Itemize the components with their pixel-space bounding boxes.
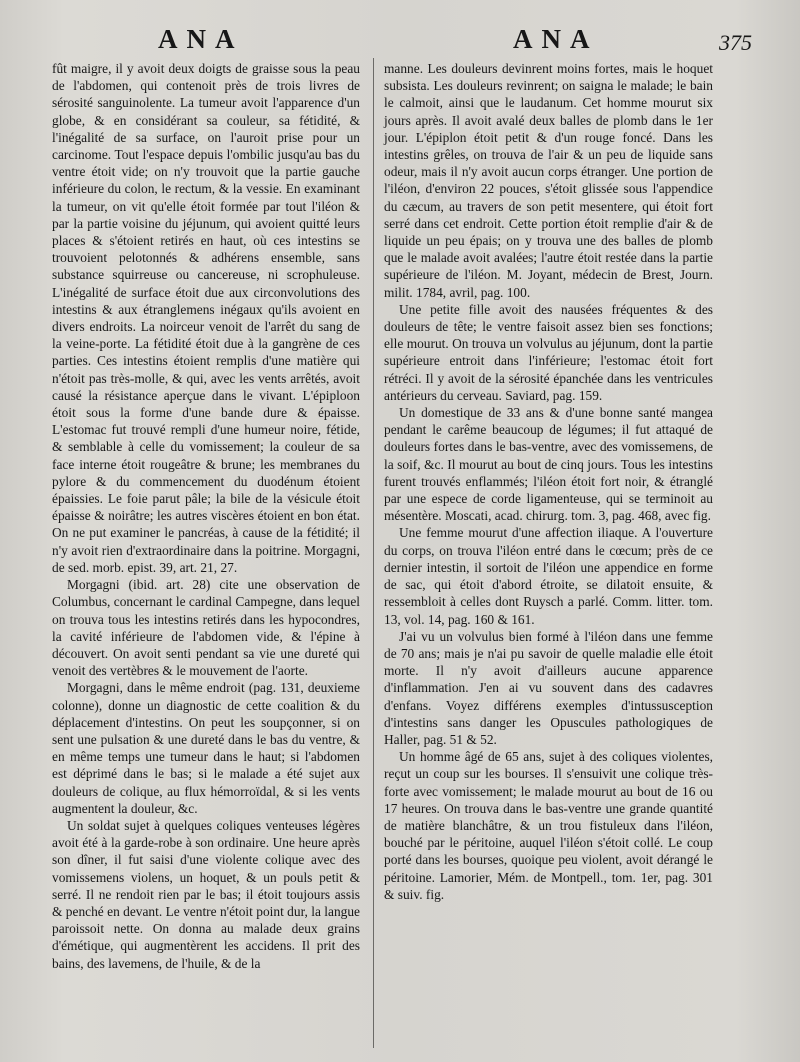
left-column <box>52 60 360 972</box>
column-divider <box>373 58 374 1048</box>
paragraph: Un domestique de 33 ans & d'une bonne santé mangea pendant le carême beaucoup de légumes; il fut attaqué de douleurs fortes dans le bas-ventre, avec des vomissemens, de la soif, &c. Il mourut au bout de cinq jours. Tous les intestins furent trouvés enflammés; l'iléon étoit fort noir, & étranglé par une espece de corde ligamenteuse, qui se terminoit au mésentère. Moscati, acad. chirurg. tom. 3, pag. 468, avec fig. <box>384 405 713 524</box>
paragraph: manne. Les douleurs devinrent moins fortes, mais le hoquet subsista. Les douleurs revinrent; on saigna le malade; le bain le calmoit, ainsi que le laudanum. Cet homme mourut six jours après. Il avoit avalé deux balles de plomb dans le 1er jour. L'épiplon étoit petit & d'un rouge foncé. Dans les intestins grêles, on trouva de l'air & un peu de liquide sans odeur, mais il n'y avoit aucun corps étranger. Une portion de l'iléon, d'environ 22 pouces, s'étoit glissée sous l'appendice du cæcum, au travers de son petit mesentere, qui étoit fort serré dans cet endroit. Cette portion étoit remplie d'air & de liquide un peu épais; on y trouva une des balles de plomb que le malade avoit avalées; l'autre étoit restée dans la partie supérieure de l'iléon. M. Joyant, médecin de Brest, Journ. milit. 1784, avril, pag. 100. <box>384 61 713 300</box>
paragraph: Un soldat sujet à quelques coliques venteuses légères avoit été à la garde-robe à son ordinaire. Une heure après son dîner, il fut saisi d'une violente colique avec des vomissemens violens, un hoquet, & un pouls petit & serré. Il ne rendoit rien par le bas; il étoit toujours assis & penché en devant. Le ventre n'étoit point dur, la langue paroissoit nette. On donna au malade deux grains d'émétique, qui augmentèrent les accidens. Il prit des bains, des lavemens, de l'huile, & de la <box>52 817 360 971</box>
paragraph: Morgagni, dans le même endroit (pag. 131, deuxieme colonne), donne un diagnostic de cette coalition & du déplacement d'intestins. On peut les soupçonner, si on sent une pulsation & une dureté dans le bas du ventre, & en même temps une tumeur dans le haut; si l'abdomen est déprimé dans le bas; si le malade a été sujet aux douleurs de colique, au flux hémorroïdal, & si les vents augmentent la douleur, &c. <box>52 680 360 816</box>
right-column <box>384 60 713 903</box>
paragraph: Une femme mourut d'une affection iliaque. A l'ouverture du corps, on trouva l'iléon entré dans le cœcum; près de ce dernier intestin, il sortoit de l'iléon une appendice en forme de sac, qui étoit d'abord étroite, se dilatoit ensuite, & ressembloit à celles dont Ruysch a parlé. Comm. litter. tom. 13, vol. 14, pag. 160 & 161. <box>384 525 713 627</box>
paragraph: Une petite fille avoit des nausées fréquentes & des douleurs de tête; le ventre faisoit assez bien ses fonctions; elle mourut. On trouva un volvulus au jéjunum, dont la partie supérieure entroit dans l'inférieure; l'estomac étoit fort rétréci. Il y avoit de la sérosité épanchée dans les ventricules antérieurs du cerveau. Saviard, pag. 159. <box>384 301 713 403</box>
paragraph: Un homme âgé de 65 ans, sujet à des coliques violentes, reçut un coup sur les bourses. Il s'ensuivit une colique très-forte avec vomissement; le malade mourut au bout de 16 ou 17 heures. On trouva dans le bas-ventre une grande quantité de matière blanchâtre, & un trou fistuleux dans l'iléon, bouché par le péritoine, auquel l'iléon s'étoit collé. Le coup porté dans les bourses, quoique peu violent, avoit dérangé le péritoine. Lamorier, Mém. de Montpell., tom. 1er, pag. 301 & suiv. fig. <box>384 749 713 902</box>
running-head-right: ANA <box>513 24 599 54</box>
paragraph: fût maigre, il y avoit deux doigts de graisse sous la peau de l'abdomen, qui contenoit près de trois livres de sérosité sanguinolente. La tumeur avoit l'apparence d'un globe, & en considérant sa couleur, sa fétidité, & l'inégalité de sa surface, on l'auroit prise pour un carcinome. Tout l'espace depuis l'ombilic jusqu'au bas du ventre étoit vide; on n'y trouvoit que la partie gauche inférieure du colon, le rectum, & la vessie. En examinant la tumeur, on vit qu'elle étoit formée par tout l'iléon & par la partie voisine du jéjunum, qui avoient quitté leurs places & s'étoient retirés en haut, où ces intestins se trouvoient pelotonnés & adhérens ensemble, sans substance squirreuse ou cancereuse, ni scrophuleuse. L'inégalité de surface étoit due aux circonvolutions des intestins & aux étranglemens inégaux qu'ils avoient en divers endroits. La noirceur venoit de l'arrêt du sang de la veine-porte. La fétidité étoit due à la gangrène de ces parties. Ces intestins étoient remplis d'une matière qui n'étoit pas très-molle, & qui, avec les vents arrêtés, avoit causé la résistance aperçue dans le vivant. L'épiploon étoit sous la forme d'une bande dure & épaisse. L'estomac fut trouvé rempli d'une humeur noire, fétide, & semblable à celle du vomissement; la couleur de sa face interne étoit rougeâtre & brune; les membranes du pylore & du commencement du duodénum étoient épaissies. Le foie parut pâle; la bile de la vésicule étoit épaisse & noirâtre; les autres viscères étoient en bon état. On ne put examiner le pancréas, à cause de la fétidité; il n'y avoit rien d'extraordinaire dans la poitrine. Morgagni, de sed. morb. epist. 39, art. 21, 27. <box>52 61 360 575</box>
paragraph: Morgagni (ibid. art. 28) cite une observation de Columbus, concernant le cardinal Campegne, dans lequel on trouva tous les intestins retirés dans les hypocondres, la cavité inférieure de l'abdomen vide, & l'épine à découvert. On avoit senti pendant sa vie une dureté qui venoit des vertèbres & le mouvement de l'aorte. <box>52 577 360 679</box>
page-number: 375 <box>719 30 752 55</box>
paragraph: J'ai vu un volvulus bien formé à l'iléon dans une femme de 70 ans; mais je n'ai pu savoir de quelle maladie elle étoit morte. Il n'y avoit d'ailleurs aucune apparence d'inflammation. J'en ai vu souvent dans des cadavres d'enfans. Voyez différens exemples d'intussusception d'intestins sans danger les Opuscules pathologiques de Haller, pag. 51 & 52. <box>384 628 713 747</box>
running-head-left: ANA <box>158 24 244 54</box>
